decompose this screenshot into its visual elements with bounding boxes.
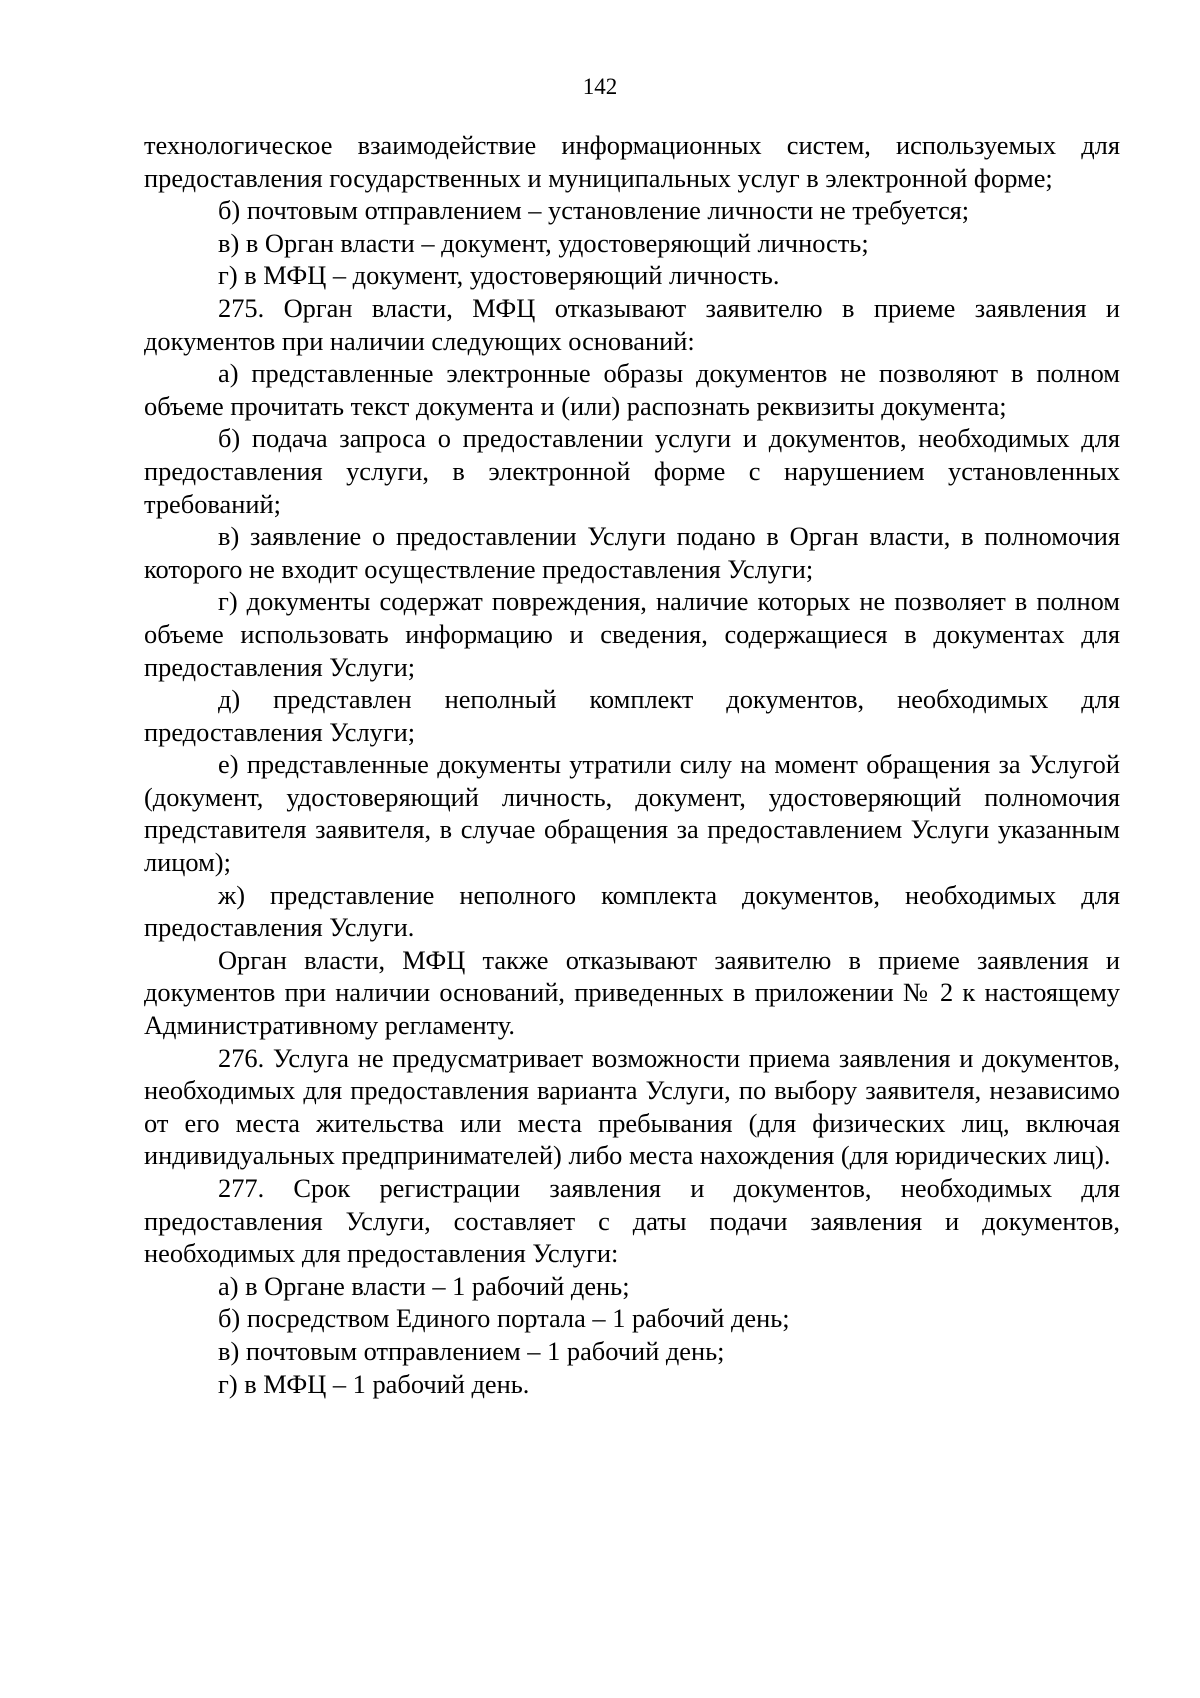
page-number: 142 [582, 74, 618, 99]
paragraph-275-additional: Орган власти, МФЦ также отказывают заявителю в приеме заявления и документов при наличии оснований, приведенных в приложении № 2 к настоящему Административному регламенту. [144, 944, 1120, 1041]
paragraph-277-a: а) в Органе власти – 1 рабочий день; [218, 1270, 630, 1301]
paragraph-275-v: в) заявление о предоставлении Услуги подано в Орган власти, в полномочия которого не входит осуществление предоставления Услуги; [144, 521, 1120, 584]
paragraph-item-g: г) в МФЦ – документ, удостоверяющий личность. [218, 260, 780, 291]
paragraph-277: 277. Срок регистрации заявления и документов, необходимых для предоставления Услуги, составляет с даты подачи заявления и документов, необходимых для предоставления Услуги: [144, 1173, 1120, 1269]
paragraph-275-a: а) представленные электронные образы документов не позволяют в полном объеме прочитать текст документа и (или) распознать реквизиты документа; [144, 358, 1120, 421]
paragraph-275-b: б) подача запроса о предоставлении услуги и документов, необходимых для предоставления услуги, в электронной форме с нарушением установленных требований; [144, 423, 1120, 519]
paragraph-item-v: в) в Орган власти – документ, удостоверяющий личность; [218, 227, 869, 258]
paragraph-275-g: г) документы содержат повреждения, наличие которых не позволяет в полном объеме использовать информацию и сведения, содержащиеся в документах для предоставления Услуги; [144, 586, 1120, 682]
paragraph-277-b: б) посредством Единого портала – 1 рабочий день; [218, 1303, 790, 1334]
document-body [144, 129, 1120, 1400]
paragraph-continuation: технологическое взаимодействие информационных систем, используемых для предоставления государственных и муниципальных услуг в электронной форме; [144, 130, 1120, 193]
paragraph-275-e: е) представленные документы утратили силу на момент обращения за Услугой (документ, удостоверяющий личность, документ, удостоверяющий полномочия представителя заявителя, в случае обращения за предоставлением Услуги указанным лицом); [144, 749, 1120, 878]
paragraph-275: 275. Орган власти, МФЦ отказывают заявителю в приеме заявления и документов при наличии следующих оснований: [144, 292, 1120, 356]
paragraph-275-d: д) представлен неполный комплект документов, необходимых для предоставления Услуги; [144, 684, 1120, 747]
paragraph-277-v: в) почтовым отправлением – 1 рабочий день; [218, 1335, 725, 1366]
paragraph-275-zh: ж) представление неполного комплекта документов, необходимых для предоставления Услуги. [144, 879, 1120, 943]
paragraph-277-g: г) в МФЦ – 1 рабочий день. [218, 1368, 530, 1399]
paragraph-276: 276. Услуга не предусматривает возможности приема заявления и документов, необходимых для предоставления варианта Услуги, по выбору заявителя, независимо от его места жительства или места пребывания (для физических лиц, включая индивидуальных предпринимателей) либо места нахождения (для юридических лиц). [144, 1042, 1120, 1171]
paragraph-item-b: б) почтовым отправлением – установление личности не требуется; [218, 195, 970, 226]
